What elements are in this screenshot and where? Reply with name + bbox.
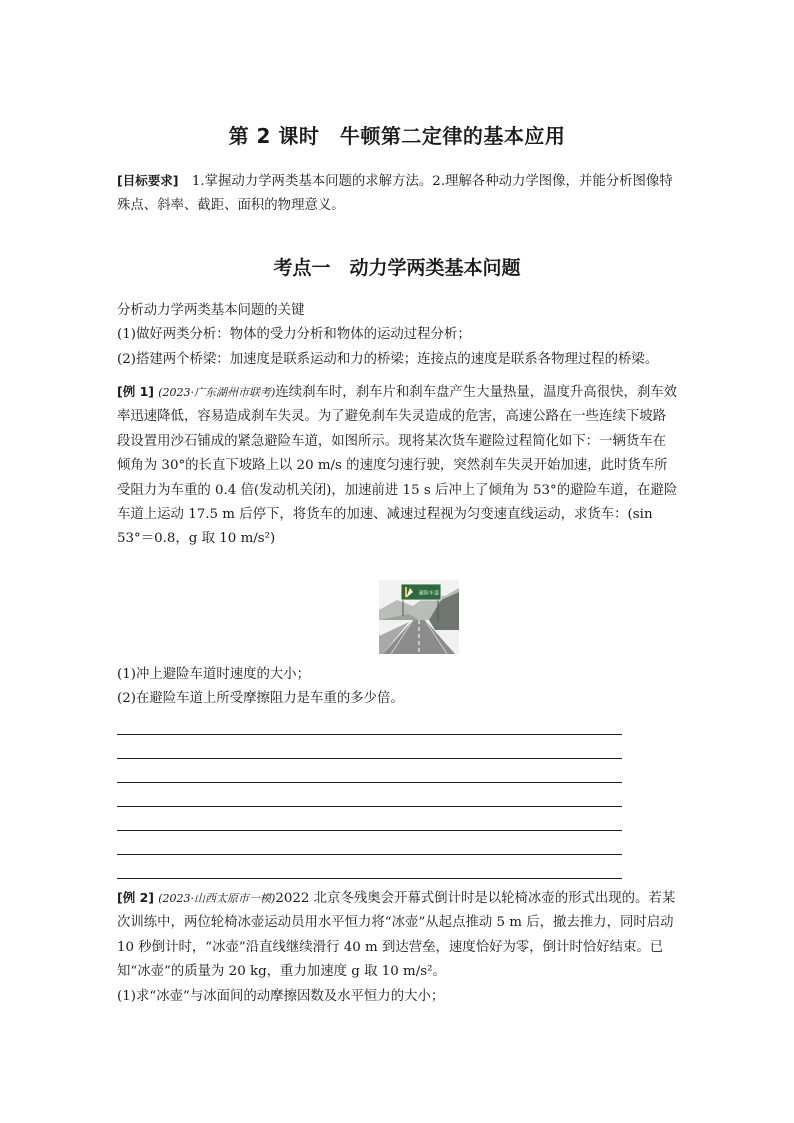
- example1-source: (2023·广东湖州市联考): [158, 386, 276, 399]
- objectives-paragraph: [117, 169, 679, 219]
- page-title: 第 2 课时 牛顿第二定律的基本应用: [228, 124, 566, 148]
- answer-line: [117, 782, 622, 783]
- answer-line: [117, 830, 622, 831]
- objectives-tag: [目标要求]: [117, 173, 179, 188]
- sign-text: 避险车道: [418, 590, 440, 597]
- objectives-text: 1.掌握动力学两类基本问题的求解方法。2.理解各种动力学图像，并能分析图像特殊点、斜率、截距、面积的物理意义。: [117, 174, 673, 214]
- example2-source: (2023·山西太原市一模): [158, 892, 276, 905]
- example1-paragraph: [117, 380, 679, 552]
- answer-line: [117, 806, 622, 807]
- answer-line: [117, 878, 622, 879]
- example1-tag: [例 1]: [117, 384, 154, 399]
- example1-question-2: (2)在避险车道上所受摩擦阻力是车重的多少倍。: [117, 691, 404, 707]
- example1-questions: [117, 663, 679, 712]
- key-points-intro: 分析动力学两类基本问题的关键: [117, 303, 305, 318]
- example2-body: 2022 北京冬残奥会开幕式倒计时是以轮椅冰壶的形式出现的。若某次训练中，两位轮椅冰壶运动员用水平恒力将“冰壶”从起点推动 5 m 后，撤去推力，同时启动 10 秒倒计时，“冰壶”沿直线继续滑行 40 m 到达营垒，速度恰好为零，倒计时恰好结束。已知“冰壶”的质量为 20 kg，重力加速度 g 取 10 m/s²。: [117, 891, 676, 980]
- example2-paragraph: [117, 886, 679, 1009]
- answer-line: [117, 854, 622, 855]
- example1-body: 连续刹车时，刹车片和刹车盘产生大量热量，温度升高很快，刹车效率迅速降低，容易造成刹车失灵。为了避免刹车失灵造成的危害，高速公路在一些连续下坡路段设置用沙石铺成的紧急避险车道，如图所示。现将某次货车避险过程简化如下：一辆货车在倾角为 30°的长直下坡路上以 20 m/s 的速度匀速行驶，突然刹车失灵开始加速，此时货车所受阻力为车重的 0.4 倍(发动机关闭)，加速前进 15 s 后冲上了倾角为 53°的避险车道，在避险车道上运动 17.5 m 后停下，将货车的加速、减速过程视为匀变速直线运动，求货车：(sin 53°＝0.8，g 取 10 m/s²): [117, 385, 678, 547]
- example2-question-1: (1)求“冰壶”与冰面间的动摩擦因数及水平恒力的大小；: [117, 988, 445, 1004]
- answer-line: [117, 734, 622, 735]
- example2-tag: [例 2]: [117, 890, 154, 905]
- answer-line: [117, 758, 622, 759]
- section1-paragraph: [117, 299, 679, 372]
- key-point-1: (1)做好两类分析：物体的受力分析和物体的运动过程分析；: [117, 327, 471, 343]
- escape-lane-photo: [379, 580, 459, 654]
- example1-question-1: (1)冲上避险车道时速度的大小；: [117, 667, 311, 682]
- key-point-2: (2)搭建两个桥梁：加速度是联系运动和力的桥梁；连接点的速度是联系各物理过程的桥梁。: [117, 351, 659, 367]
- section-heading: 考点一 动力学两类基本问题: [273, 257, 521, 279]
